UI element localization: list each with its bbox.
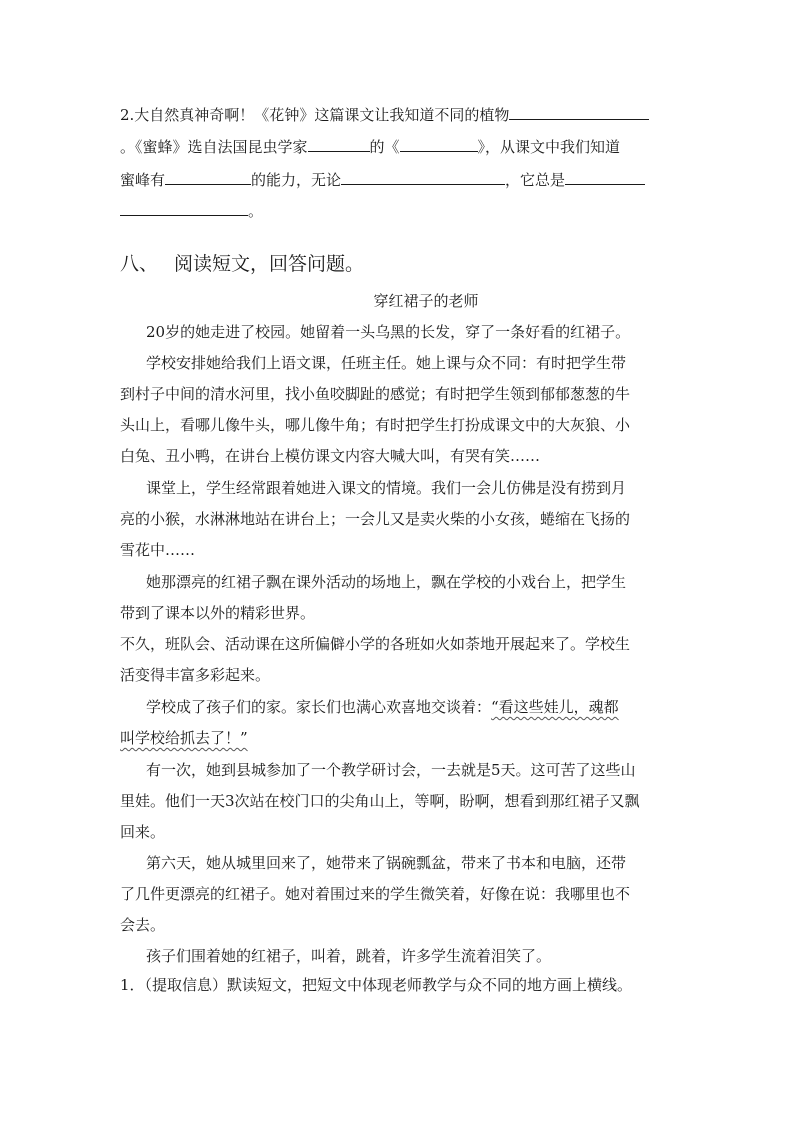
q2-blank-5[interactable] [341,169,505,185]
article-title: 穿红裙子的老师 [373,292,479,310]
q2-text-2b: 的《 [369,138,400,156]
q2-text-3b: 的能力，无论 [251,171,342,189]
article-line: 白兔、丑小鸭，在讲台上模仿课文内容大喊大叫，有哭有笑…… [120,447,541,465]
q2-line-1 [120,104,680,125]
q2-text-4: 。 [248,202,264,220]
section-8-number: 八、 [120,253,159,275]
article-line: 会去。 [120,916,166,934]
q2-line-2 [120,136,680,157]
article-line: 活变得丰富多彩起来。 [120,666,271,684]
q2-text-1: 2.大自然真神奇啊！《花钟》这篇课文让我知道不同的植物 [120,106,510,124]
q2-blank-6[interactable] [565,169,645,185]
article-text: 学校成了孩子们的家。家长们也满心欢喜地交谈着： [146,698,492,716]
article-line: 她那漂亮的红裙子飘在课外活动的场地上，飘在学校的小戏台上，把学生 [146,573,627,591]
article-line: 雪花中…… [120,541,196,559]
q2-line-3 [120,169,680,190]
article-line: 带到了课本以外的精彩世界。 [120,604,316,622]
article-line: 孩子们围着她的红裙子，叫着，跳着，许多学生流着泪笑了。 [146,947,552,965]
q2-line-4 [120,200,680,221]
quoted-speech-end: 叫学校给抓去了！” [120,729,248,747]
q2-text-3c: ，它总是 [505,171,566,189]
quoted-speech: “看这些娃儿，魂都 [491,698,619,716]
q2-blank-7[interactable] [120,200,248,216]
article-line: 课堂上，学生经常跟着她进入课文的情境。我们一会儿仿佛是没有捞到月 [146,479,627,497]
article-line-with-quote [120,728,680,748]
article-line: 第六天，她从城里回来了，她带来了锅碗瓢盆，带来了书本和电脑，还带 [146,854,627,872]
q2-blank-1[interactable] [509,104,649,120]
article-line: 不久，班队会、活动课在这所偏僻小学的各班如火如荼地开展起来了。学校生 [120,635,631,653]
q2-text-2c: 》，从课文中我们知道 [477,138,621,156]
article-line: 20岁的她走进了校园。她留着一头乌黑的长发，穿了一条好看的红裙子。 [146,323,631,341]
article-line-with-quote [146,697,706,717]
section-8-title: 阅读短文，回答问题。 [174,253,365,275]
q2-text-3a: 蜜峰有 [120,171,166,189]
article-line: 有一次，她到县城参加了一个教学研讨会，一去就是5天。这可苦了这些山 [146,761,636,779]
article-line: 学校安排她给我们上语文课，任班主任。她上课与众不同：有时把学生带 [146,354,627,372]
section-8-heading [120,252,364,276]
article-line: 到村子中间的清水河里，找小鱼咬脚趾的感觉；有时把学生领到郁郁葱葱的牛 [120,385,631,403]
article-line: 了几件更漂亮的红裙子。她对着围过来的学生微笑着，好像在说：我哪里也不 [120,885,631,903]
article-line: 头山上，看哪儿像牛头，哪儿像牛角；有时把学生打扮成课文中的大灰狼、小 [120,416,631,434]
article-line: 里娃。他们一天3次站在校门口的尖角山上，等啊，盼啊，想看到那红裙子又飘 [120,792,640,810]
article-line: 亮的小猴，水淋淋地站在讲台上；一会儿又是卖火柴的小女孩，蜷缩在飞扬的 [120,510,631,528]
article-line: 回来。 [120,823,166,841]
q2-blank-2[interactable] [308,136,370,152]
q2-blank-3[interactable] [400,136,478,152]
question-1: 1．（提取信息）默读短文，把短文中体现老师教学与众不同的地方画上横线。 [120,976,633,994]
q2-text-2a: 。《蜜蜂》选自法国昆虫学家 [120,138,308,156]
q2-blank-4[interactable] [165,169,251,185]
